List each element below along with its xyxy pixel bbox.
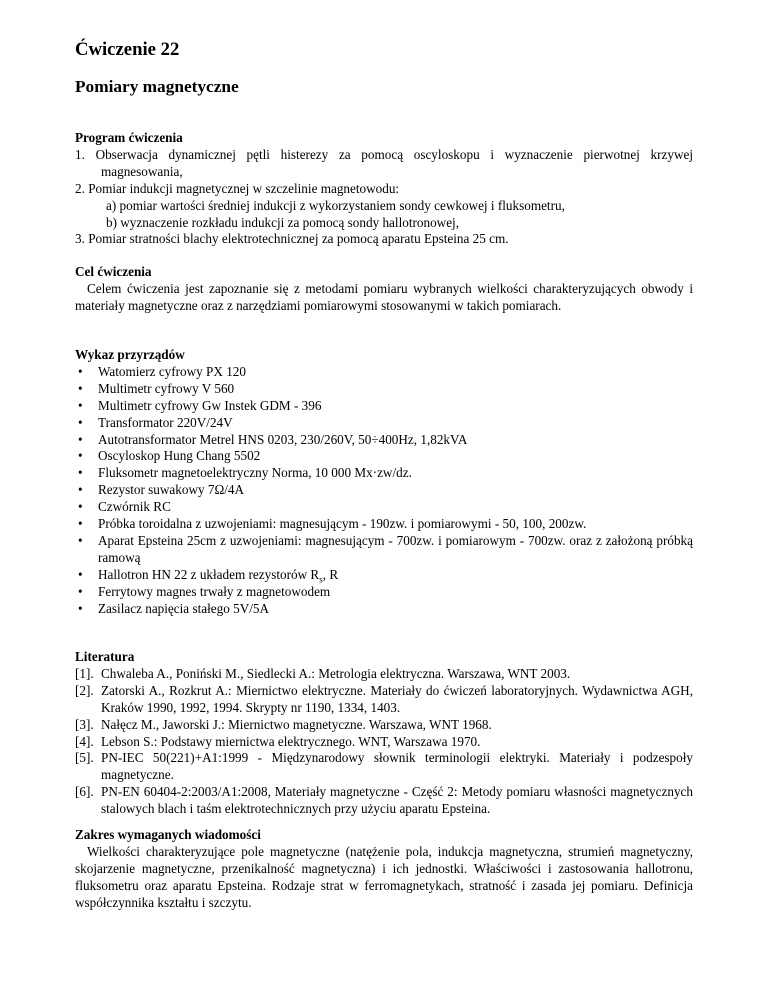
bullet-icon: • bbox=[78, 566, 83, 582]
list-item-text: Autotransformator Metrel HNS 0203, 230/260V, 50÷400Hz, 1,82kVA bbox=[98, 431, 468, 447]
reference-text: PN-EN 60404-2:2003/A1:2008, Materiały magnetyczne - Część 2: Metody pomiaru własności magnetycznych stalowych blach i taśm elektrotechnicznych przy użyciu aparatu Epsteina. bbox=[101, 784, 693, 817]
program-item-2: 2. Pomiar indukcji magnetycznej w szczelinie magnetowodu: bbox=[75, 180, 400, 196]
reference-text: Chwaleba A., Poniński M., Siedlecki A.: Metrologia elektryczna. Warszawa, WNT 2003. bbox=[101, 665, 571, 681]
bullet-icon: • bbox=[78, 600, 83, 616]
reference-item bbox=[75, 750, 693, 784]
bullet-icon: • bbox=[78, 499, 83, 515]
list-item bbox=[75, 432, 693, 449]
wykaz-section bbox=[75, 347, 693, 618]
subscript-s: s bbox=[319, 574, 323, 585]
program-subitem-b: b) wyznaczenie rozkładu indukcji za pomocą sondy hallotronowej, bbox=[106, 214, 460, 230]
program-item-1: 1. Obserwacja dynamicznej pętli histerezy za pomocą oscyloskopu i wyznaczenie pierwotnej krzywej magnesowania, bbox=[75, 146, 693, 179]
reference-item bbox=[75, 666, 693, 683]
bullet-icon: • bbox=[78, 448, 83, 464]
reference-item bbox=[75, 734, 693, 751]
reference-tag: [3]. bbox=[75, 716, 94, 732]
literatura-heading: Literatura bbox=[75, 649, 135, 664]
list-item bbox=[75, 448, 693, 465]
page-title: Ćwiczenie 22 bbox=[75, 39, 180, 60]
cel-heading: Cel ćwiczenia bbox=[75, 264, 152, 279]
bullet-icon: • bbox=[78, 397, 83, 413]
list-item bbox=[75, 533, 693, 567]
bullet-icon: • bbox=[78, 414, 83, 430]
list-item-text: Czwórnik RC bbox=[98, 499, 171, 515]
list-item bbox=[75, 482, 693, 499]
wykaz-heading: Wykaz przyrządów bbox=[75, 347, 185, 362]
reference-item bbox=[75, 683, 693, 717]
list-item-text: Oscyloskop Hung Chang 5502 bbox=[98, 448, 261, 464]
bullet-icon: • bbox=[78, 363, 83, 379]
list-item-text: Zasilacz napięcia stałego 5V/5A bbox=[98, 600, 269, 616]
bullet-icon: • bbox=[78, 583, 83, 599]
list-item-text: Ferrytowy magnes trwały z magnetowodem bbox=[98, 583, 331, 599]
list-item-text: Multimetr cyfrowy V 560 bbox=[98, 380, 235, 396]
zakres-heading: Zakres wymaganych wiadomości bbox=[75, 827, 261, 842]
list-item bbox=[75, 465, 693, 482]
list-item-text: Próbka toroidalna z uzwojeniami: magnesującym - 190zw. i pomiarowymi - 50, 100, 200zw. bbox=[98, 516, 587, 532]
reference-tag: [1]. bbox=[75, 665, 94, 681]
cel-section bbox=[75, 264, 693, 315]
reference-item bbox=[75, 784, 693, 818]
bullet-icon: • bbox=[78, 532, 83, 548]
list-item-text: Rezystor suwakowy 7Ω/4A bbox=[98, 482, 245, 498]
list-item bbox=[75, 415, 693, 432]
literatura-section bbox=[75, 649, 693, 818]
list-item bbox=[75, 516, 693, 533]
zakres-section bbox=[75, 827, 693, 912]
reference-text: Nałęcz M., Jaworski J.: Miernictwo magnetyczne. Warszawa, WNT 1968. bbox=[101, 716, 492, 732]
bullet-icon: • bbox=[78, 431, 83, 447]
list-item-text: Multimetr cyfrowy Gw Instek GDM - 396 bbox=[98, 397, 322, 413]
list-item bbox=[75, 601, 693, 618]
list-item-text: Fluksometr magnetoelektryczny Norma, 10 000 Mx·zw/dz. bbox=[98, 465, 412, 481]
reference-text: PN-IEC 50(221)+A1:1999 - Międzynarodowy słownik terminologii elektryki. Materiały i podzespoły magnetyczne. bbox=[101, 750, 693, 783]
reference-tag: [5]. bbox=[75, 750, 94, 766]
reference-item bbox=[75, 717, 693, 734]
list-item bbox=[75, 364, 693, 381]
list-item-text: Watomierz cyfrowy PX 120 bbox=[98, 363, 246, 379]
bullet-icon: • bbox=[78, 380, 83, 396]
reference-text: Lebson S.: Podstawy miernictwa elektrycznego. WNT, Warszawa 1970. bbox=[101, 733, 481, 749]
reference-text: Zatorski A., Rozkrut A.: Miernictwo elektryczne. Materiały do ćwiczeń laboratoryjnych. Wydawnictwa AGH, Kraków 1990, 1992, 1994. Skrypty nr 1190, 1334, 1403. bbox=[101, 682, 693, 715]
list-item-text: Transformator 220V/24V bbox=[98, 414, 233, 430]
reference-tag: [2]. bbox=[75, 682, 94, 698]
list-item bbox=[75, 499, 693, 516]
bullet-icon: • bbox=[78, 465, 83, 481]
zakres-text: Wielkości charakteryzujące pole magnetyczne (natężenie pola, indukcja magnetyczna, strumień magnetyczny, skojarzenie magnetyczne, przenikalność magnetyczna) i ich jednostki. Właściwości i zastosowania hallotronu, fluksometru oraz aparatu Epsteina. Rodzaje strat w ferromagnetykach, stratność i zasada jej pomiaru. Definicja współczynnika kształtu i szczytu. bbox=[75, 843, 693, 910]
list-item-text: Hallotron HN 22 z układem rezystorów R bbox=[98, 566, 320, 582]
bullet-icon: • bbox=[78, 482, 83, 498]
program-heading: Program ćwiczenia bbox=[75, 130, 183, 145]
list-item bbox=[75, 584, 693, 601]
page-subtitle: Pomiary magnetyczne bbox=[75, 77, 239, 96]
list-item-tail: , R bbox=[322, 566, 339, 582]
reference-tag: [6]. bbox=[75, 784, 94, 800]
cel-text: Celem ćwiczenia jest zapoznanie się z metodami pomiaru wybranych wielkości charakteryzujących obwody i materiały magnetyczne oraz z narzędziami pomiarowymi stosowanymi w takich pomiarach. bbox=[75, 280, 693, 313]
reference-tag: [4]. bbox=[75, 733, 94, 749]
bullet-icon: • bbox=[78, 516, 83, 532]
list-item bbox=[75, 381, 693, 398]
list-item-text: Aparat Epsteina 25cm z uzwojeniami: magnesującym - 700zw. i pomiarowym - 700zw. oraz z założoną próbką ramową bbox=[98, 532, 693, 565]
list-item bbox=[75, 398, 693, 415]
program-item-3: 3. Pomiar stratności blachy elektrotechnicznej za pomocą aparatu Epsteina 25 cm. bbox=[75, 231, 509, 247]
list-item bbox=[75, 567, 693, 584]
program-section bbox=[75, 130, 693, 248]
program-subitem-a: a) pomiar wartości średniej indukcji z wykorzystaniem sondy cewkowej i fluksometru, bbox=[106, 197, 565, 213]
